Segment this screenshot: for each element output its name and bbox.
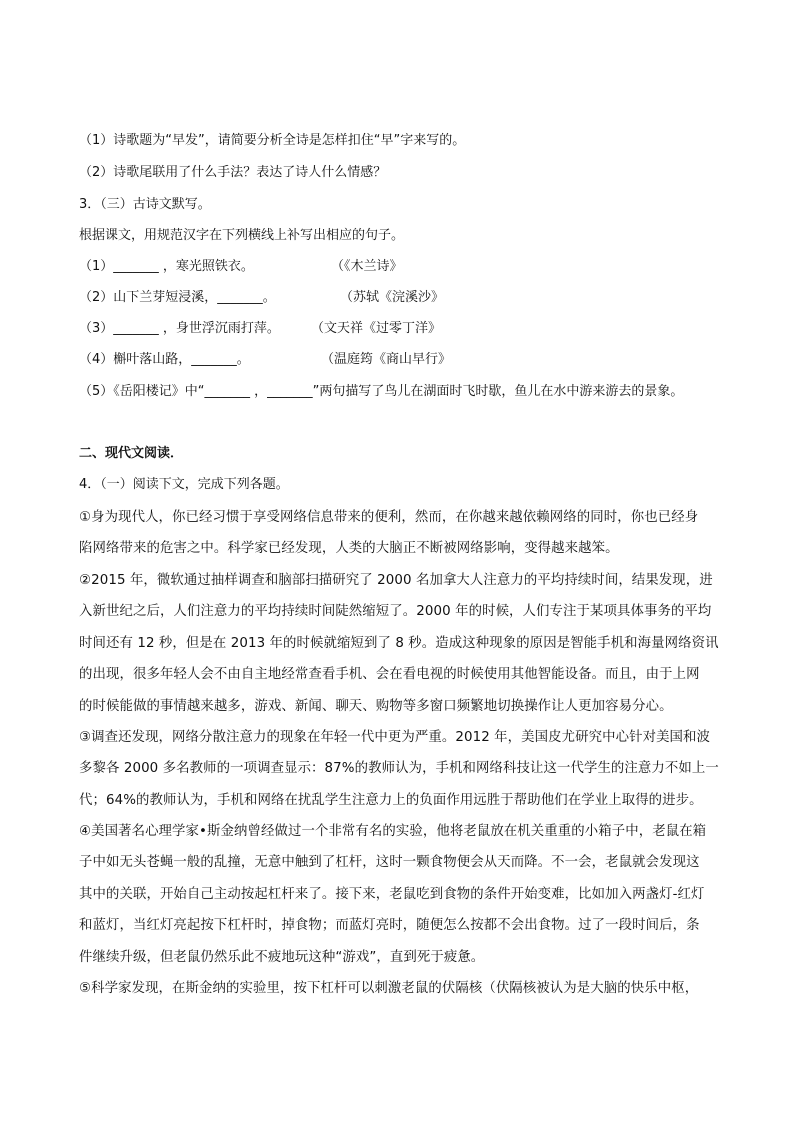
dictation-item-4: （4）槲叶落山路，_______。 bbox=[79, 352, 250, 367]
dictation-source-3: （文天祥《过零丁洋》 bbox=[311, 321, 442, 336]
section-3-instruction: 根据课文，用规范汉字在下列横线上补写出相应的句子。 bbox=[79, 228, 405, 243]
paragraph-line: 的出现，很多年轻人会不由自主地经常查看手机、会在看电视的时候使用其他智能设备。而且，由于上网 bbox=[79, 667, 700, 683]
dictation-source-2: （苏轼《浣溪沙》 bbox=[340, 290, 445, 305]
paragraph-line: ①身为现代人，你已经习惯于享受网络信息带来的便利，然而，在你越来越依赖网络的同时，你也已经身 bbox=[79, 510, 699, 525]
dictation-item-2: （2）山下兰芽短浸溪，_______。 bbox=[79, 290, 276, 305]
paragraph-line: 陷网络带来的危害之中。科学家已经发现，人类的大脑正不断被网络影响，变得越来越笨。 bbox=[79, 541, 619, 557]
dictation-source-4: （温庭筠《商山早行》 bbox=[321, 352, 452, 367]
paragraph-5 bbox=[79, 973, 719, 1004]
paragraph-line: ②2015 年，微软通过抽样调查和脑部扫描研究了 2000 名加拿大人注意力的平均持续时间，结果发现，进 bbox=[79, 573, 713, 588]
dictation-item-1: （1）_______ ，寒光照铁衣。 bbox=[79, 259, 254, 274]
paragraph-line: 代；64%的教师认为，手机和网络在扰乱学生注意力上的负面作用远胜于帮助他们在学业上取得的进步。 bbox=[79, 792, 703, 808]
paragraph-line: 的时候能做的事情越来越多，游戏、新闻、聊天、购物等多窗口频繁地切换操作让人更加容易分心。 bbox=[79, 698, 673, 714]
paragraph-line: 件继续升级，但老鼠仍然乐此不疲地玩这种“游戏”，直到死于疲惫。 bbox=[79, 949, 485, 965]
paragraph-line: 时间还有 12 秒，但是在 2013 年的时候就缩短到了 8 秒。造成这种现象的原因是智能手机和海量网络资讯 bbox=[79, 635, 719, 651]
section-3-title: 3．（三）古诗文默写。 bbox=[79, 197, 211, 212]
section-heading: 二、现代文阅读． bbox=[79, 446, 184, 461]
paragraph-line: 多黎各 2000 多名教师的一项调查显示：87%的教师认为，手机和网络科技让这一代学生的注意力不如上一 bbox=[79, 761, 719, 777]
question-4-title: 4．（一）阅读下文，完成下列各题。 bbox=[79, 477, 289, 492]
dictation-item-3: （3）_______ ，身世浮沉雨打萍。 bbox=[79, 321, 280, 336]
question-1: （1）诗歌题为“早发”，请简要分析全诗是怎样扣住“早”字来写的。 bbox=[79, 133, 466, 148]
paragraph-line: 子中如无头苍蝇一般的乱撞，无意中触到了杠杆，这时一颗食物便会从天而降。不一会，老鼠就会发现这 bbox=[79, 855, 700, 871]
paragraph-line: ④美国著名心理学家•斯金纳曾经做过一个非常有名的实验，他将老鼠放在机关重重的小箱子中，老鼠在箱 bbox=[79, 824, 707, 839]
question-2: （2）诗歌尾联用了什么手法？表达了诗人什么情感？ bbox=[79, 165, 387, 180]
paragraph-line: 和蓝灯，当红灯亮起按下杠杆时，掉食物；而蓝灯亮时，随便怎么按都不会出食物。过了一段时间后，条 bbox=[79, 918, 700, 934]
paragraph-2 bbox=[79, 565, 719, 722]
dictation-source-1: （《木兰诗》 bbox=[331, 259, 403, 274]
paragraph-line: 其中的关联，开始自己主动按起杠杆来了。接下来，老鼠吃到食物的条件开始变难，比如加入两盏灯-红灯 bbox=[79, 886, 705, 902]
paragraph-line: ⑤科学家发现，在斯金纳的实验里，按下杠杆可以刺激老鼠的伏隔核（伏隔核被认为是大脑的快乐中枢， bbox=[79, 981, 699, 996]
paragraph-1 bbox=[79, 502, 719, 565]
paragraph-3 bbox=[79, 722, 719, 816]
paragraph-4 bbox=[79, 816, 719, 973]
paragraph-line: ③调查还发现，网络分散注意力的现象在年轻一代中更为严重。2012 年，美国皮尤研究中心针对美国和波 bbox=[79, 730, 711, 745]
paragraph-line: 入新世纪之后，人们注意力的平均持续时间陡然缩短了。2000 年的时候，人们专注于某项具体事务的平均 bbox=[79, 604, 712, 620]
dictation-item-5: （5）《岳阳楼记》中“_______ ，_______”两句描写了鸟儿在湖面时飞时歇，鱼儿在水中游来游去的景象。 bbox=[79, 384, 684, 399]
